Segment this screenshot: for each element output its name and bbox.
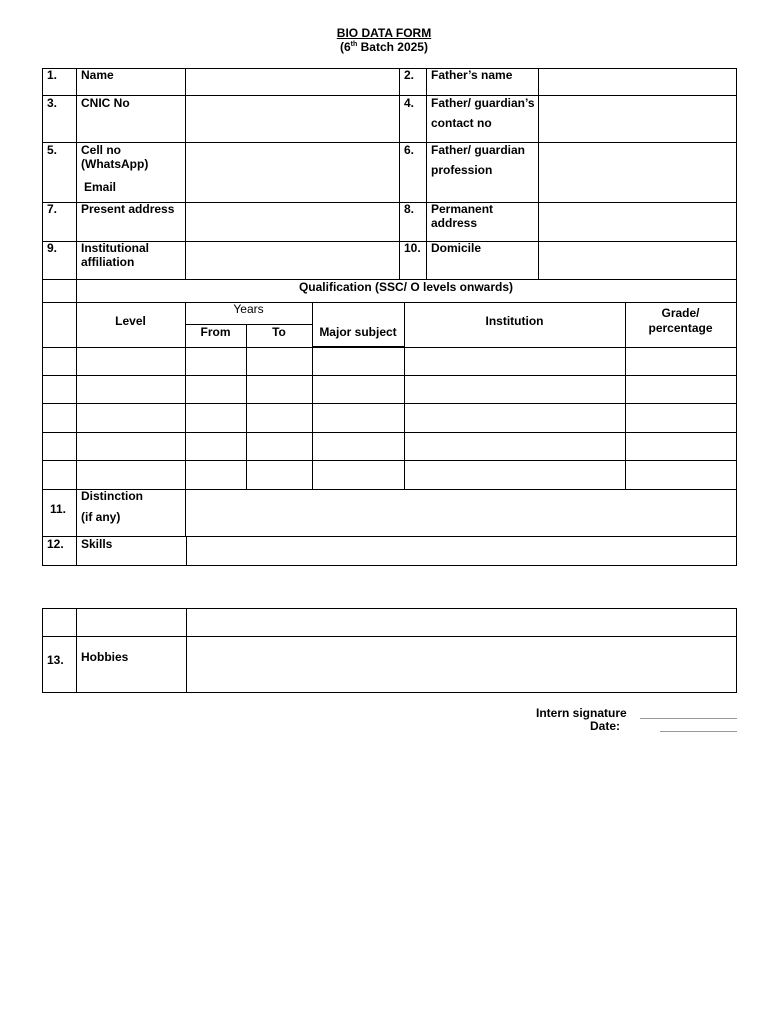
to-column-header: To [272,325,286,339]
present-address-input[interactable] [186,203,398,241]
date-line[interactable] [660,731,737,732]
from-column-header: From [200,325,231,339]
cell-no-label: (WhatsApp) [81,157,149,171]
field-number: 6. [404,143,415,157]
institutional-affiliation-label: affiliation [81,255,135,269]
qualification-row[interactable] [77,376,736,403]
field-number: 13. [47,653,64,667]
hobbies-input[interactable] [187,637,736,692]
present-address-label: Present address [81,202,175,216]
institutional-affiliation-label: Institutional [81,241,149,255]
field-number: 5. [47,143,58,157]
qualification-heading: Qualification (SSC/ O levels onwards) [298,280,514,294]
guardian-contact-input[interactable] [539,96,735,142]
qualification-row[interactable] [77,433,736,460]
intern-signature-label: Intern signature [536,706,627,720]
field-number: 12. [47,537,64,551]
permanent-address-input[interactable] [539,203,735,241]
field-number: 3. [47,96,58,110]
date-label: Date: [590,719,621,733]
field-number: 7. [47,202,58,216]
grade-column-header: percentage [648,321,713,335]
email-label: Email [84,180,117,194]
fathers-name-input[interactable] [539,69,735,95]
institutional-affiliation-input[interactable] [186,242,398,279]
field-number: 2. [404,68,415,82]
guardian-contact-label: Father/ guardian’s [431,96,535,110]
permanent-address-label: address [431,216,478,230]
form-subtitle: (6th Batch 2025) [340,40,428,54]
institution-column-header: Institution [485,314,544,328]
fathers-name-label: Father’s name [431,68,513,82]
distinction-input[interactable] [186,490,736,536]
guardian-profession-label: Father/ guardian [431,143,526,157]
field-number: 9. [47,241,58,255]
blank-row-input[interactable] [187,609,736,636]
field-number: 10. [404,241,421,255]
qualification-row[interactable] [77,404,736,432]
field-number: 1. [47,68,58,82]
field-number: 8. [404,202,415,216]
cell-email-input[interactable] [186,143,398,202]
guardian-contact-label: contact no [431,116,492,130]
qualification-row[interactable] [77,461,736,489]
domicile-label: Domicile [431,241,482,255]
skills-label: Skills [81,537,113,551]
guardian-profession-label: profession [431,163,493,177]
distinction-label: (if any) [81,510,121,524]
skills-input[interactable] [187,537,736,565]
cell-no-label: Cell no [81,143,122,157]
field-number: 4. [404,96,415,110]
cnic-label: CNIC No [81,96,130,110]
grade-column-header: Grade/ [661,306,700,320]
signature-line[interactable] [640,718,737,719]
form-title: BIO DATA FORM [336,26,432,40]
guardian-profession-input[interactable] [539,143,735,202]
hobbies-label: Hobbies [81,650,129,664]
name-input[interactable] [186,69,398,95]
years-column-header: Years [233,302,264,316]
name-label: Name [81,68,114,82]
level-column-header: Level [115,314,146,328]
qualification-row[interactable] [77,348,736,375]
domicile-input[interactable] [539,242,735,279]
cnic-input[interactable] [186,96,398,142]
distinction-label: Distinction [81,489,143,503]
major-subject-column-header: Major subject [319,325,397,339]
field-number: 11. [50,502,67,516]
permanent-address-label: Permanent [431,202,494,216]
